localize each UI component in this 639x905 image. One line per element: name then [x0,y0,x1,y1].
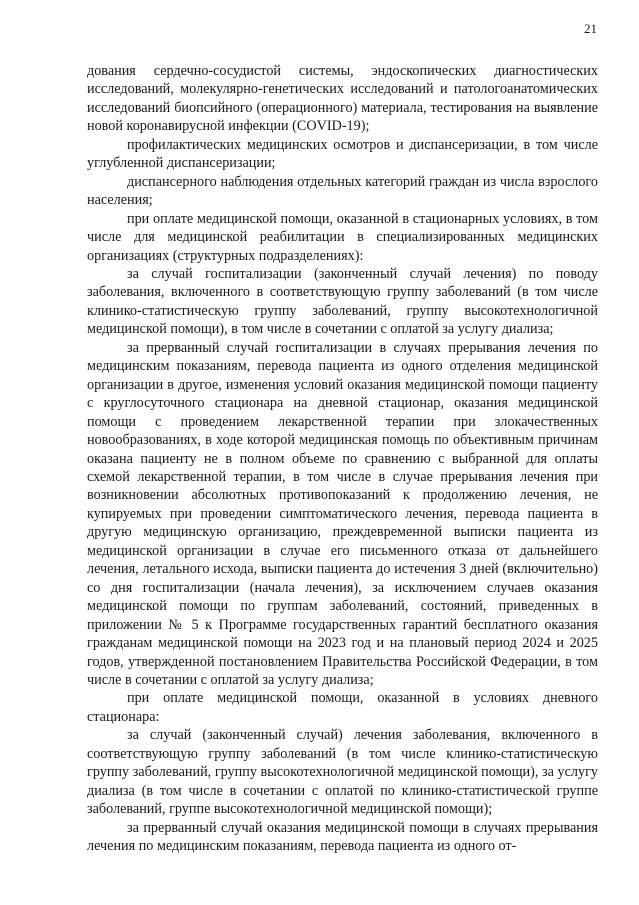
paragraph-dispensary-observation: диспансерного наблюдения отдельных категорий граждан из числа взрослого населения; [87,173,598,209]
document-body [87,62,598,855]
paragraph-interrupted-day-hospital-case: за прерванный случай оказания медицинской помощи в случаях прерывания лечения по медицинским показаниям, перевода пациента из одного от- [87,819,598,855]
paragraph-inpatient-payment: при оплате медицинской помощи, оказанной в стационарных условиях, в том числе для медицинской реабилитации в специализированных медицинских организациях (структурных подразделениях): [87,210,598,264]
paragraph-day-hospital-payment: при оплате медицинской помощи, оказанной в условиях дневного стационара: [87,690,598,725]
paragraph-hospitalization-case: за случай госпитализации (законченный случай лечения) по поводу заболевания, включенного в соответствующую группу заболеваний (в том числе клинико-статистическую группу заболеваний, группу высокотехнологичной медицинской помощи), в том числе в сочетании с оплатой за услугу диализа; [87,265,598,338]
paragraph-interrupted-hospitalization: за прерванный случай госпитализации в случаях прерывания лечения по медицинским показаниям, перевода пациента из одного отделения медицинской организации в другое, изменения условий оказания медицинской помощи пациенту с круглосуточного стационара на дневной стационар, оказания медицинской помощи с проведением лекарственной терапии при злокачественных новообразованиях, в ходе которой медицинская помощь по объективным причинам оказана пациенту не в полном объеме по сравнению с выбранной для оплаты схемой лекарственной терапии, в том числе в случае прерывания лечения при возникновении абсолютных противопоказаний к продолжению лечения, не купируемых при проведении симптоматического лечения, перевода пациента в другую медицинскую организацию, преждевременной выписки пациента из медицинской организации в случае его письменного отказа от дальнейшего лечения, летального исхода, выписки пациента до истечения 3 дней (включительно) со дня госпитализации (начала лечения), за исключением случаев оказания медицинской помощи по группам заболеваний, состояний, приведенных в приложении № 5 к Программе государственных гарантий бесплатного оказания гражданам медицинской помощи на 2023 год и на плановый период 2024 и 2025 годов, утвержденной постановлением Правительства Российской Федерации, в том числе в сочетании с оплатой за услугу диализа; [87,339,598,688]
paragraph-preventive-exams: профилактических медицинских осмотров и диспансеризации, в том числе углубленной диспансеризации; [87,136,598,172]
paragraph-continuation: дования сердечно-сосудистой системы, эндоскопических диагностических исследований, молекулярно-генетических исследований и патологоанатомических исследований биопсийного (операционного) материала, тестирования на выявление новой коронавирусной инфекции (COVID-19); [87,63,598,135]
paragraph-day-hospital-case: за случай (законченный случай) лечения заболевания, включенного в соответствующую группу заболеваний (в том числе клинико-статистическую группу заболеваний, группу высокотехнологичной медицинской помощи), за услугу диализа (в том числе в сочетании с оплатой по клинико-статистической группе заболеваний, группе высокотехнологичной медицинской помощи); [87,727,598,818]
page-number: 21 [584,21,597,36]
